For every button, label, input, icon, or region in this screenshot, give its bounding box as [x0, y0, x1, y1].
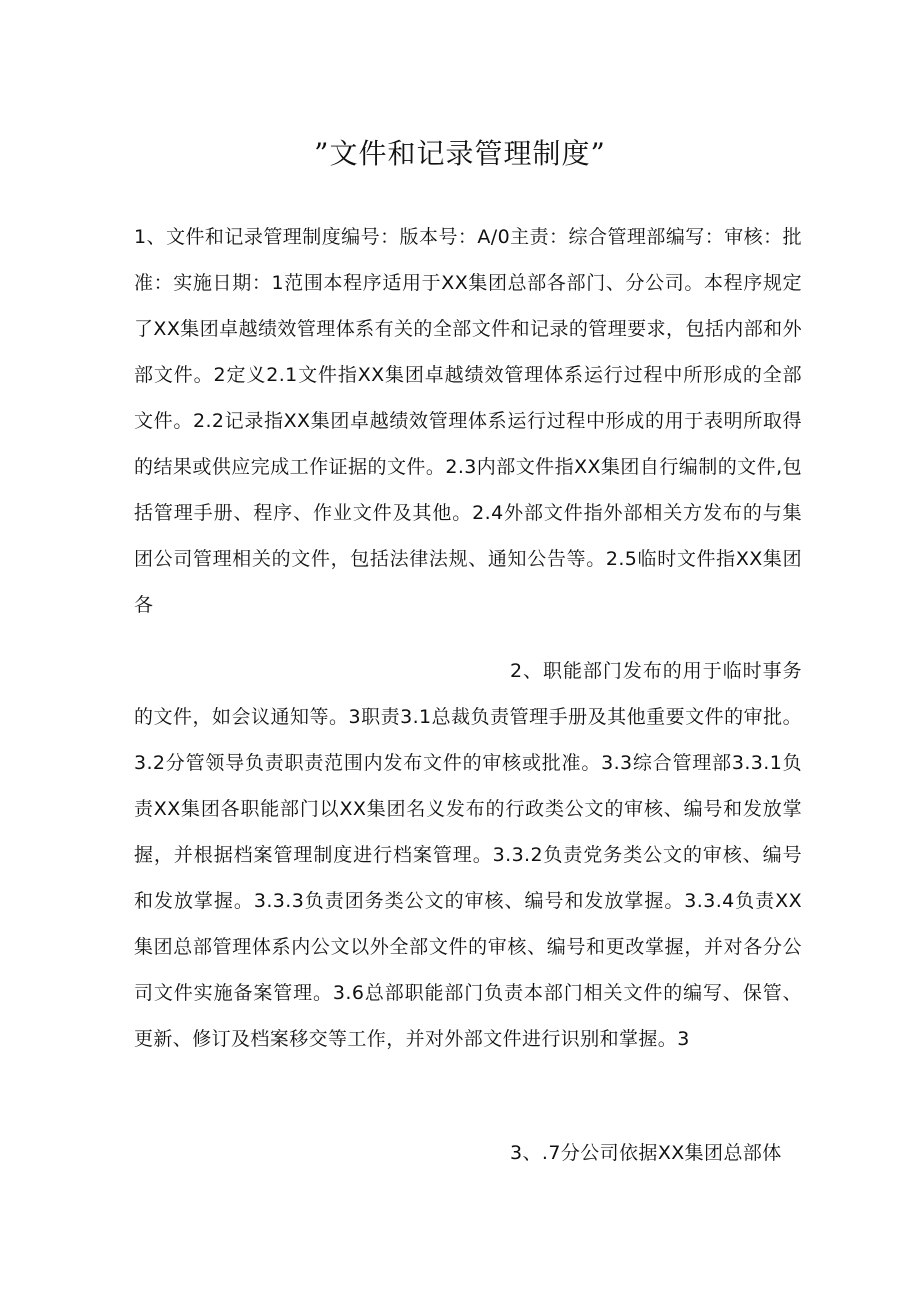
paragraph-1: 1、文件和记录管理制度编号：版本号：A/0主责：综合管理部编写：审核：批准：实施日期：1范围本程序适用于XX集团总部各部门、分公司。本程序规定了XX集团卓越绩效管理体系有关的全部文件和记录的管理要求，包括内部和外部文件。2定义2.1文件指XX集团卓越绩效管理体系运行过程中所形成的全部文件。2.2记录指XX集团卓越绩效管理体系运行过程中形成的用于表明所取得的结果或供应完成工作证据的文件。2.3内部文件指XX集团自行编制的文件,包括管理手册、程序、作业文件及其他。2.4外部文件指外部相关方发布的与集团公司管理相关的文件，包括法律法规、通知公告等。2.5临时文件指XX集团各 [134, 226, 802, 616]
document-title: ”文件和记录管理制度” [314, 137, 606, 170]
paragraph-3: 3、.7分公司依据XX集团总部体 [510, 1142, 782, 1164]
paragraph-2: 2、职能部门发布的用于临时事务的文件，如会议通知等。3职责3.1总裁负责管理手册及其他重要文件的审批。3.2分管领导负责职责范围内发布文件的审核或批准。3.3综合管理部3.3.1负责XX集团各职能部门以XX集团名义发布的行政类公文的审核、编号和发放掌握，并根据档案管理制度进行档案管理。3.3.2负责党务类公文的审核、编号和发放掌握。3.3.3负责团务类公文的审核、编号和发放掌握。3.3.4负责XX集团总部管理体系内公文以外全部文件的审核、编号和更改掌握，并对各分公司文件实施备案管理。3.6总部职能部门负责本部门相关文件的编写、保管、更新、修订及档案移交等工作，并对外部文件进行识别和掌握。3 [134, 660, 802, 1050]
